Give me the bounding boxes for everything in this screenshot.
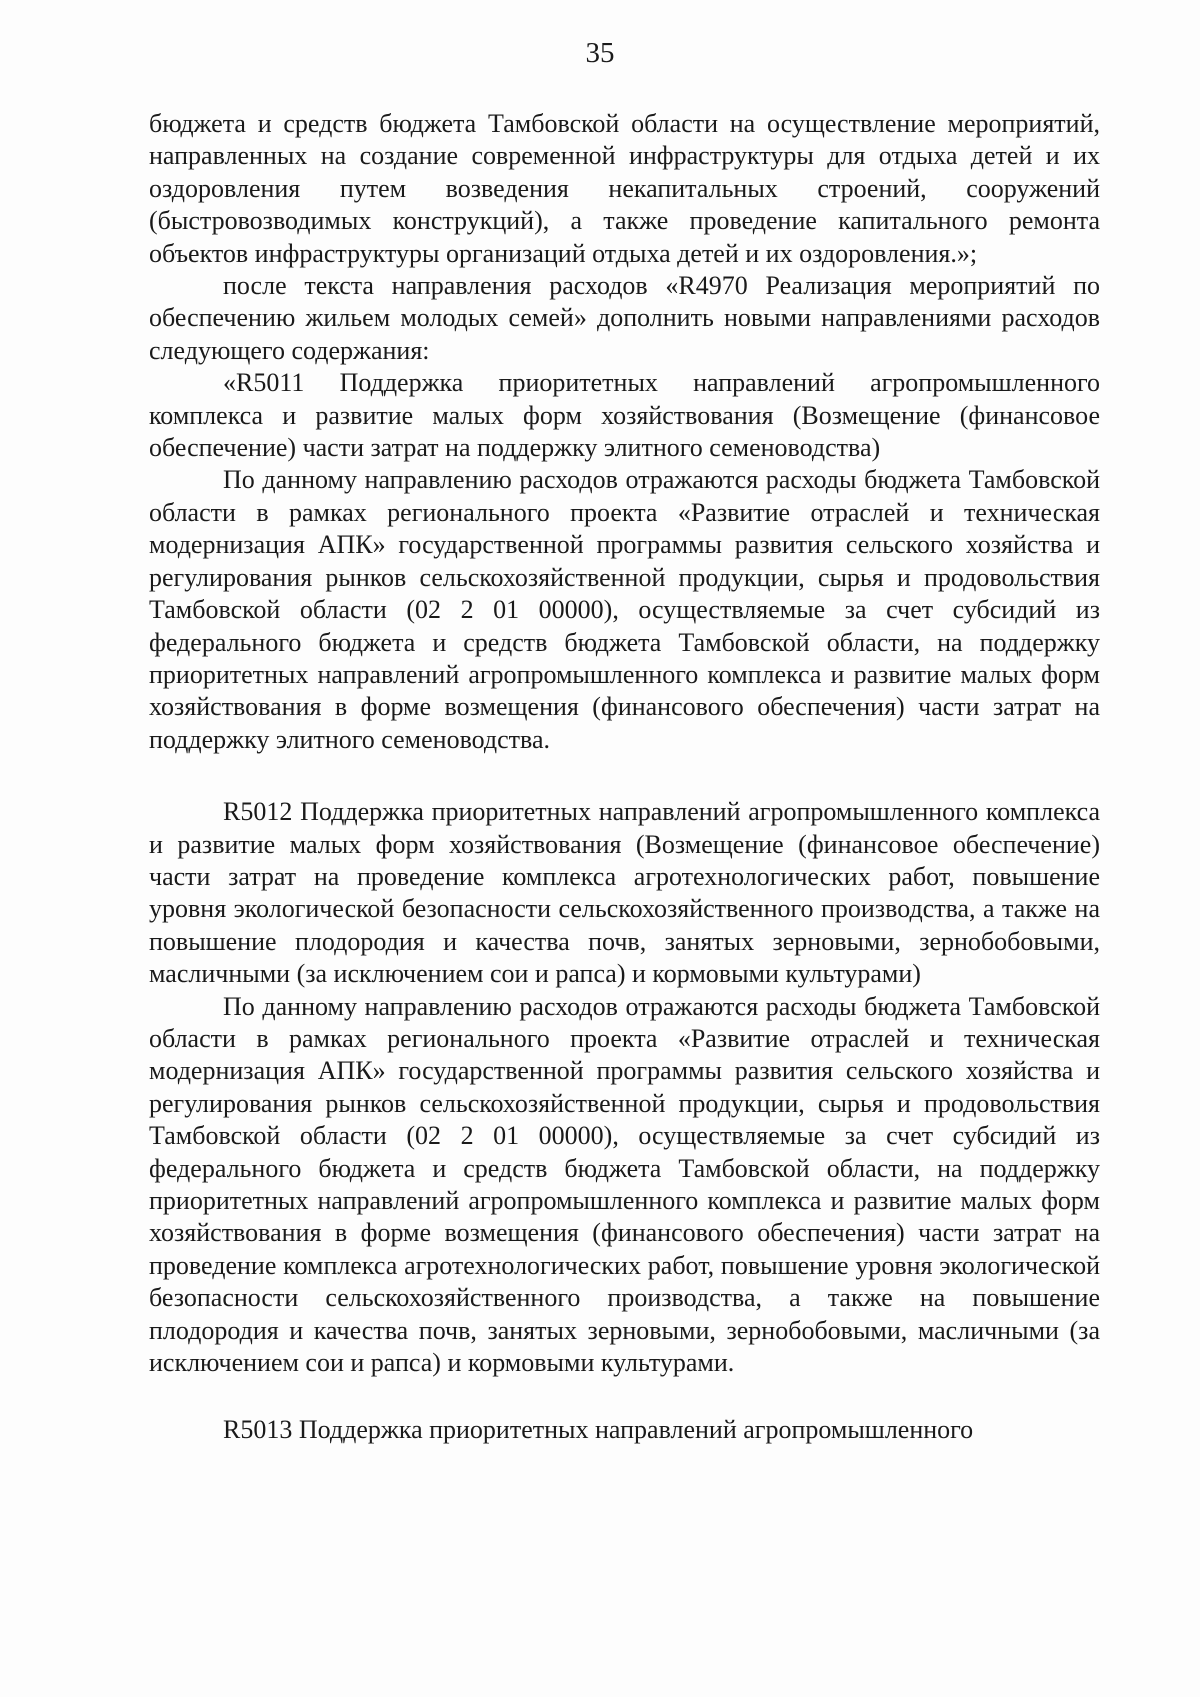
paragraph-r5011-title: «R5011 Поддержка приоритетных направлений агропромышленного комплекса и развитие малых форм хозяйствования (Возмещение (финансовое обеспечение) части затрат на поддержку элитного семеноводства) [149,368,1100,463]
paragraph-gap [149,756,1100,796]
paragraph-r5013-title: R5013 Поддержка приоритетных направлений агропромышленного [223,1415,974,1445]
paragraph-r5012-title: R5012 Поддержка приоритетных направлений агропромышленного комплекса и развитие малых форм хозяйствования (Возмещение (финансовое обеспечение) части затрат на проведение комплекса агротехнологических работ, повышение уровня экологической безопасности сельскохозяйственного производства, а также на повышение плодородия и качества почв, занятых зерновыми, зернобобовыми, масличными (за исключением сои и рапса) и кормовыми культурами) [149,797,1100,989]
document-body [149,108,1100,1447]
paragraph-r5011-description: По данному направлению расходов отражаются расходы бюджета Тамбовской области в рамках регионального проекта «Развитие отраслей и техническая модернизация АПК» государственной программы развития сельского хозяйства и регулирования рынков сельскохозяйственной продукции, сырья и продовольствия Тамбовской области (02 2 01 00000), осуществляемые за счет субсидий из федерального бюджета и средств бюджета Тамбовской области, на поддержку приоритетных направлений агропромышленного комплекса и развитие малых форм хозяйствования в форме возмещения (финансового обеспечения) части затрат на поддержку элитного семеноводства. [149,465,1100,754]
paragraph-amendment-intro: после текста направления расходов «R4970 Реализация мероприятий по обеспечению жильем молодых семей» дополнить новыми направлениями расходов следующего содержания: [149,271,1100,365]
paragraph-continuation: бюджета и средств бюджета Тамбовской области на осуществление мероприятий, направленных на создание современной инфраструктуры для отдыха детей и их оздоровления путем возведения некапитальных строений, сооружений (быстровозводимых конструкций), а также проведение капитального ремонта объектов инфраструктуры организаций отдыха детей и их оздоровления.»; [149,109,1100,268]
paragraph-r5012-description: По данному направлению расходов отражаются расходы бюджета Тамбовской области в рамках регионального проекта «Развитие отраслей и техническая модернизация АПК» государственной программы развития сельского хозяйства и регулирования рынков сельскохозяйственной продукции, сырья и продовольствия Тамбовской области (02 2 01 00000), осуществляемые за счет субсидий из федерального бюджета и средств бюджета Тамбовской области, на поддержку приоритетных направлений агропромышленного комплекса и развитие малых форм хозяйствования в форме возмещения (финансового обеспечения) части затрат на проведение комплекса агротехнологических работ, повышение уровня экологической безопасности сельскохозяйственного производства, а также на повышение плодородия и качества почв, занятых зерновыми, зернобобовыми, масличными (за исключением сои и рапса) и кормовыми культурами. [149,991,1100,1378]
page-number: 35 [585,37,615,69]
paragraph-gap [149,1379,1100,1414]
